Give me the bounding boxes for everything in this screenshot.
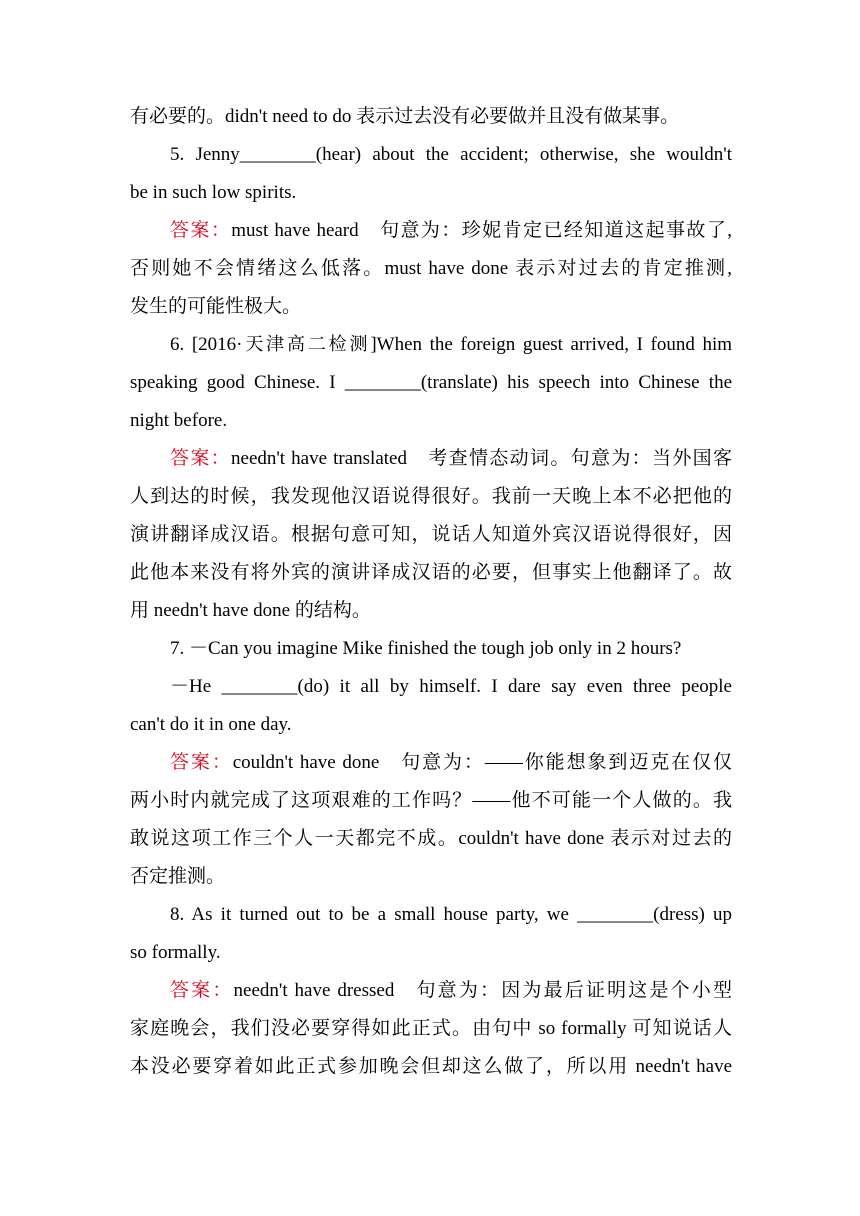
answer-7-line-4: 否定推测。 (130, 866, 226, 887)
answer-8-line-3: 本没必要穿着如此正式参加晚会但却这么做了，所以用 needn't have (130, 1056, 732, 1077)
answer-label: 答案： (170, 980, 234, 1001)
document-page (130, 98, 732, 1086)
question-5-line-2: be in such low spirits. (130, 182, 297, 203)
answer-text: needn't have translated (231, 448, 407, 469)
answer-text: must have heard (231, 220, 359, 241)
question-6-line-3: night before. (130, 410, 228, 431)
answer-7-line-3: 敢说这项工作三个人一天都完不成。couldn't have done 表示对过去的 (130, 828, 732, 849)
answer-label: 答案： (170, 448, 232, 469)
answer-5-line-3: 发生的可能性极大。 (130, 296, 302, 317)
answer-6-line-5: 用 needn't have done 的结构。 (130, 600, 371, 621)
answer-5-line-1 (130, 212, 732, 250)
answer-7-line-2: 两小时内就完成了这项艰难的工作吗？——他不可能一个人做的。我 (130, 790, 732, 811)
question-7-line-3: can't do it in one day. (130, 714, 292, 735)
explanation-text: 句意为：因为最后证明这是个小型 (414, 980, 732, 1001)
question-7-line-1: 7. －Can you imagine Mike finished the tough job only in 2 hours? (170, 638, 682, 659)
question-source: 天津高二检测 (242, 334, 371, 355)
intro-line: 有必要的。didn't need to do 表示过去没有必要做并且没有做某事。 (130, 106, 680, 127)
answer-6-line-1 (130, 440, 732, 478)
question-text: ]When the foreign guest arrived, I found him (370, 334, 732, 355)
answer-label: 答案： (170, 752, 233, 773)
answer-6-line-3: 演讲翻译成汉语。根据句意可知，说话人知道外宾汉语说得很好，因 (130, 524, 732, 545)
question-8-line-2: so formally. (130, 942, 221, 963)
question-7-line-2: －He ________(do) it all by himself. I dare say even three people (170, 676, 732, 697)
question-6-line-1 (130, 326, 732, 364)
answer-5-line-2: 否则她不会情绪这么低落。must have done 表示对过去的肯定推测, (130, 258, 732, 279)
answer-8-line-1 (130, 972, 732, 1010)
explanation-text: 句意为：——你能想象到迈克在仅仅 (399, 752, 732, 773)
answer-text: couldn't have done (232, 752, 380, 773)
question-number: 6. [2016· (170, 334, 243, 355)
answer-8-line-2: 家庭晚会，我们没必要穿得如此正式。由句中 so formally 可知说话人 (130, 1018, 732, 1039)
question-8-line-1: 8. As it turned out to be a small house party, we ________(dress) up (170, 904, 732, 925)
answer-6-line-4: 此他本来没有将外宾的演讲译成汉语的必要，但事实上他翻译了。故 (130, 562, 732, 583)
answer-label: 答案： (170, 220, 232, 241)
answer-7-line-1 (130, 744, 732, 782)
explanation-text: 考查情态动词。句意为：当外国客 (426, 448, 732, 469)
answer-text: needn't have dressed (233, 980, 395, 1001)
question-6-line-2: speaking good Chinese. I ________(translate) his speech into Chinese the (130, 372, 732, 393)
question-5-line-1: 5. Jenny________(hear) about the accident; otherwise, she wouldn't (170, 144, 732, 165)
explanation-text: 句意为：珍妮肯定已经知道这起事故了, (378, 220, 732, 241)
answer-6-line-2: 人到达的时候，我发现他汉语说得很好。我前一天晚上本不必把他的 (130, 486, 732, 507)
